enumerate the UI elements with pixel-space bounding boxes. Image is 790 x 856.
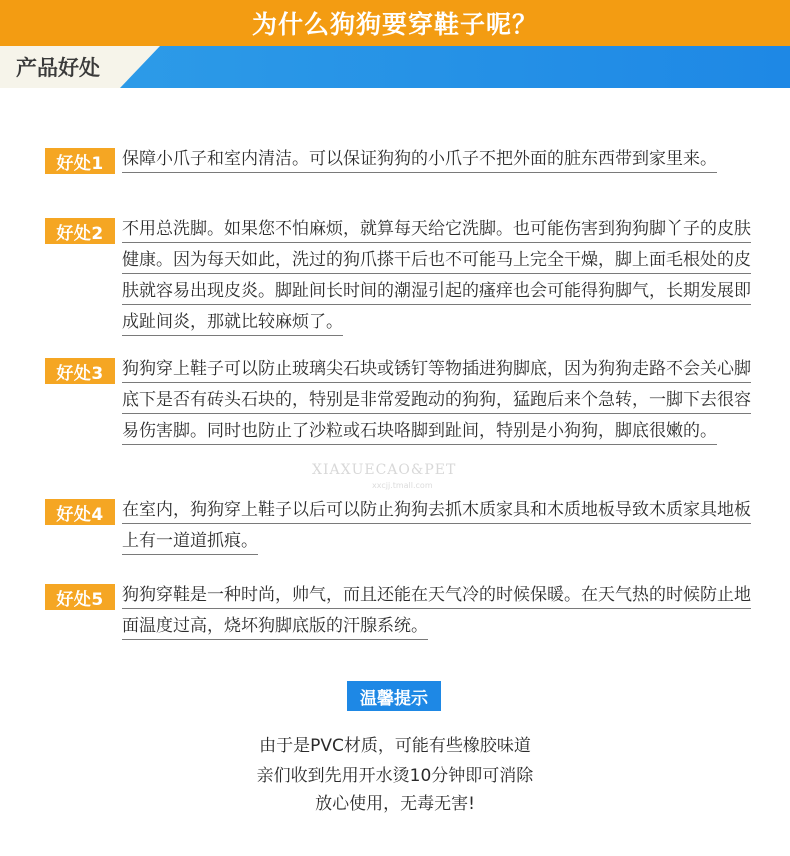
benefit-text-content: 在室内，狗狗穿上鞋子以后可以防止狗狗去抓木质家具和木质地板导致木质家具地板上有一道道抓痕。	[122, 500, 751, 555]
benefit-badge: 好处4	[45, 499, 115, 525]
benefit-text-content: 狗狗穿上鞋子可以防止玻璃尖石块或锈钉等物插进狗脚底，因为狗狗走路不会关心脚底下是否有砖头石块的，特别是非常爱跑动的狗狗，猛跑后来个急转，一脚下去很容易伤害脚。同时也防止了沙粒或石块咯脚到趾间，特别是小狗狗，脚底很嫩的。	[122, 359, 751, 445]
tip-line: 由于是PVC材质，可能有些橡胶味道	[259, 736, 531, 756]
benefit-badge: 好处1	[45, 148, 115, 174]
section-label: 产品好处	[16, 56, 100, 80]
benefit-text	[122, 214, 762, 338]
watermark: XIAXUECAO&PET	[312, 462, 457, 478]
tip-line: 亲们收到先用开水烫10分钟即可消除	[256, 766, 534, 786]
tip-line: 放心使用，无毒无害!	[315, 794, 475, 814]
page-title: 为什么狗狗要穿鞋子呢？	[251, 10, 538, 39]
benefit-badge: 好处5	[45, 584, 115, 610]
tips-badge: 温馨提示	[347, 681, 441, 711]
benefit-badge: 好处2	[45, 218, 115, 244]
benefit-text	[122, 144, 762, 175]
watermark-sub: xxcjj.tmall.com	[372, 481, 433, 490]
top-banner	[0, 0, 790, 46]
benefit-text	[122, 580, 762, 642]
benefit-text-content: 保障小爪子和室内清洁。可以保证狗狗的小爪子不把外面的脏东西带到家里来。	[122, 149, 717, 173]
benefit-badge: 好处3	[45, 358, 115, 384]
benefit-text-content: 不用总洗脚。如果您不怕麻烦，就算每天给它洗脚。也可能伤害到狗狗脚丫子的皮肤健康。因为每天如此，洗过的狗爪搽干后也不可能马上完全干燥，脚上面毛根处的皮肤就容易出现皮炎。脚趾间长时间的潮湿引起的瘙痒也会可能得狗脚气，长期发展即成趾间炎，那就比较麻烦了。	[122, 219, 751, 336]
benefit-text-content: 狗狗穿鞋是一种时尚，帅气，而且还能在天气冷的时候保暖。在天气热的时候防止地面温度过高，烧坏狗脚底版的汗腺系统。	[122, 585, 751, 640]
benefit-text	[122, 495, 762, 557]
benefit-text	[122, 354, 762, 447]
